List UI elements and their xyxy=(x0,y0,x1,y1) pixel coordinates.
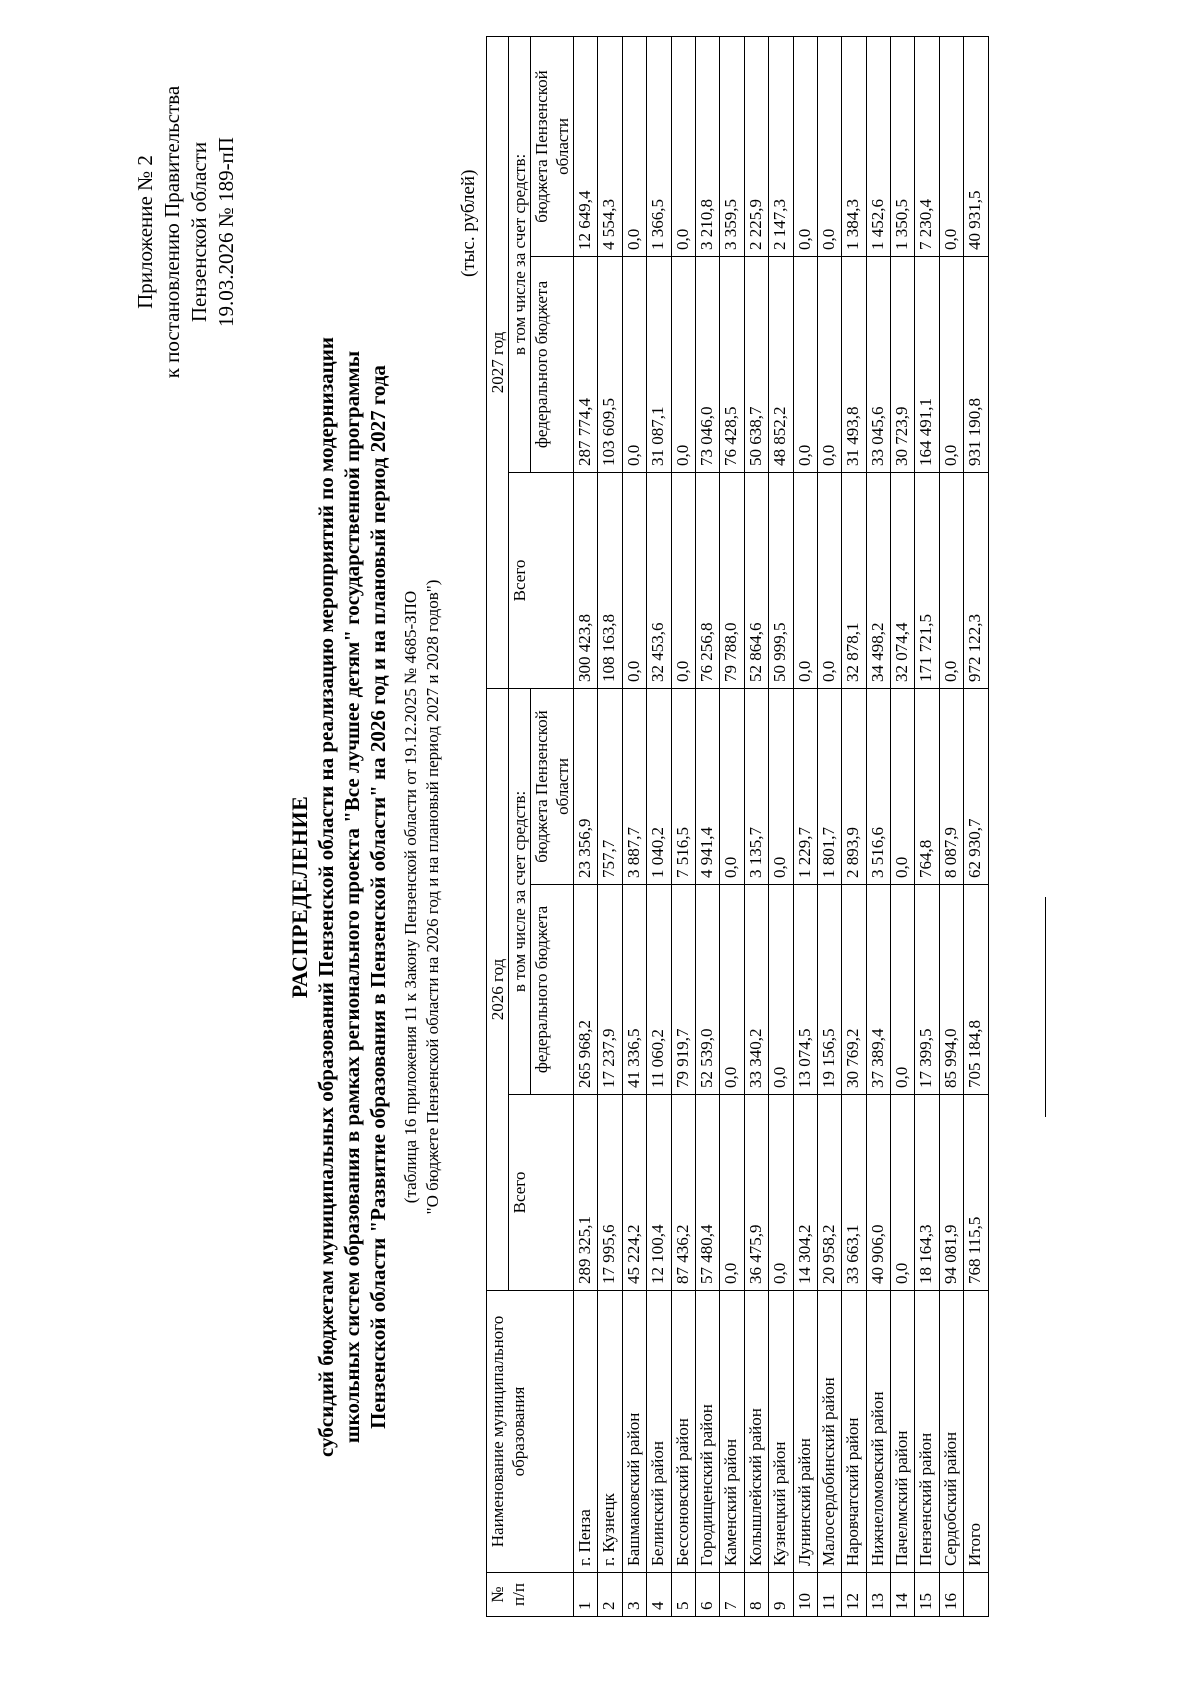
regional-2026: 3 887,7 xyxy=(622,688,646,884)
regional-2027: 1 366,5 xyxy=(647,36,671,256)
federal-2027: 0,0 xyxy=(622,256,646,472)
regional-2026: 62 930,7 xyxy=(964,688,988,884)
total-2026: 0,0 xyxy=(891,1095,915,1291)
row-number: 5 xyxy=(671,1573,695,1617)
total-2027: 108 163,8 xyxy=(598,472,622,688)
regional-2027: 2 225,9 xyxy=(744,36,768,256)
federal-2026: 0,0 xyxy=(720,885,744,1095)
total-2026: 87 436,2 xyxy=(671,1095,695,1291)
row-number: 4 xyxy=(647,1573,671,1617)
regional-2027: 40 931,5 xyxy=(964,36,988,256)
header-incl-2027: в том числе за счет средств: xyxy=(509,36,531,472)
header-year-2026: 2026 год xyxy=(487,688,509,1290)
units-label: (тыс. рублей) xyxy=(458,169,479,277)
total-2026: 768 115,5 xyxy=(964,1095,988,1291)
regional-2026: 0,0 xyxy=(720,688,744,884)
document-title xyxy=(286,247,391,1547)
federal-2026: 11 060,2 xyxy=(647,885,671,1095)
municipality-name: Кузнецкий район xyxy=(769,1291,793,1573)
row-number: 16 xyxy=(939,1573,963,1617)
table-row xyxy=(744,36,768,1616)
municipality-name: г. Кузнецк xyxy=(598,1291,622,1573)
regional-2026: 0,0 xyxy=(891,688,915,884)
federal-2027: 931 190,8 xyxy=(964,256,988,472)
header-incl-2026: в том числе за счет средств: xyxy=(509,688,531,1094)
row-number: 10 xyxy=(793,1573,817,1617)
source-note xyxy=(400,247,444,1547)
municipality-name: Пачелмский район xyxy=(891,1291,915,1573)
federal-2027: 31 493,8 xyxy=(842,256,866,472)
total-2027: 32 074,4 xyxy=(891,472,915,688)
table-body xyxy=(574,36,989,1616)
federal-2026: 37 389,4 xyxy=(866,885,890,1095)
municipality-name: Нижнеломовский район xyxy=(866,1291,890,1573)
regional-2027: 3 210,8 xyxy=(695,36,719,256)
header-year-2027: 2027 год xyxy=(487,36,509,688)
row-number: 11 xyxy=(817,1573,841,1617)
federal-2026: 79 919,7 xyxy=(671,885,695,1095)
federal-2027: 50 638,7 xyxy=(744,256,768,472)
regional-2026: 3 516,6 xyxy=(866,688,890,884)
federal-2027: 287 774,4 xyxy=(574,256,598,472)
header-federal-2026: федерального бюджета xyxy=(531,885,574,1095)
regional-2027: 0,0 xyxy=(671,36,695,256)
federal-2026: 0,0 xyxy=(891,885,915,1095)
total-2027: 972 122,3 xyxy=(964,472,988,688)
regional-2026: 1 040,2 xyxy=(647,688,671,884)
distribution-table xyxy=(486,36,989,1617)
municipality-name: Городищенский район xyxy=(695,1291,719,1573)
table-row xyxy=(866,36,890,1616)
regional-2026: 7 516,5 xyxy=(671,688,695,884)
total-2027: 52 864,6 xyxy=(744,472,768,688)
total-2026: 36 475,9 xyxy=(744,1095,768,1291)
row-number: 2 xyxy=(598,1573,622,1617)
regional-2026: 1 229,7 xyxy=(793,688,817,884)
appendix-date: 19.03.2026 № 189-пП xyxy=(214,137,238,327)
federal-2027: 33 045,6 xyxy=(866,256,890,472)
regional-2027: 4 554,3 xyxy=(598,36,622,256)
total-2026: 289 325,1 xyxy=(574,1095,598,1291)
table-row xyxy=(939,36,963,1616)
row-number: 15 xyxy=(915,1573,939,1617)
table-row xyxy=(622,36,646,1616)
table-row xyxy=(574,36,598,1616)
total-2026: 94 081,9 xyxy=(939,1095,963,1291)
header-regional-2026: бюджета Пензенской области xyxy=(531,688,574,884)
regional-2027: 0,0 xyxy=(622,36,646,256)
appendix-region: Пензенской области xyxy=(187,141,211,323)
federal-2026: 41 336,5 xyxy=(622,885,646,1095)
table-row xyxy=(598,36,622,1616)
header-num: № п/п xyxy=(487,1573,574,1617)
row-number: 7 xyxy=(720,1573,744,1617)
municipality-name: Сердобский район xyxy=(939,1291,963,1573)
municipality-name: Пензенский район xyxy=(915,1291,939,1573)
municipality-name: Лунинский район xyxy=(793,1291,817,1573)
header-total-2026: Всего xyxy=(509,1095,574,1291)
municipality-name: Колышлейский район xyxy=(744,1291,768,1573)
municipality-name: Каменский район xyxy=(720,1291,744,1573)
total-2026: 17 995,6 xyxy=(598,1095,622,1291)
header-federal-2027: федерального бюджета xyxy=(531,256,574,472)
federal-2026: 17 399,5 xyxy=(915,885,939,1095)
source-line-2: "О бюджете Пензенской области на 2026 год и на плановый период 2027 и 2028 годов") xyxy=(423,579,442,1215)
total-2026: 0,0 xyxy=(769,1095,793,1291)
municipality-name: Белинский район xyxy=(647,1291,671,1573)
regional-2026: 1 801,7 xyxy=(817,688,841,884)
municipality-name: Наровчатский район xyxy=(842,1291,866,1573)
federal-2026: 13 074,5 xyxy=(793,885,817,1095)
regional-2027: 7 230,4 xyxy=(915,36,939,256)
source-line-1: (таблица 16 приложения 11 к Закону Пензенской области от 19.12.2025 № 4685-ЗПО xyxy=(401,590,420,1204)
total-2027: 0,0 xyxy=(622,472,646,688)
federal-2027: 0,0 xyxy=(939,256,963,472)
total-2027: 300 423,8 xyxy=(574,472,598,688)
table-row xyxy=(671,36,695,1616)
total-2026: 45 224,2 xyxy=(622,1095,646,1291)
total-2026: 57 480,4 xyxy=(695,1095,719,1291)
federal-2027: 48 852,2 xyxy=(769,256,793,472)
table-row xyxy=(964,36,988,1616)
row-number: 8 xyxy=(744,1573,768,1617)
total-2026: 20 958,2 xyxy=(817,1095,841,1291)
total-2027: 32 878,1 xyxy=(842,472,866,688)
regional-2026: 764,8 xyxy=(915,688,939,884)
total-2026: 0,0 xyxy=(720,1095,744,1291)
municipality-name: Башмаковский район xyxy=(622,1291,646,1573)
regional-2027: 3 359,5 xyxy=(720,36,744,256)
federal-2026: 265 968,2 xyxy=(574,885,598,1095)
total-2026: 14 304,2 xyxy=(793,1095,817,1291)
row-number: 13 xyxy=(866,1573,890,1617)
appendix-ref: к постановлению Правительства xyxy=(160,85,184,379)
regional-2027: 1 350,5 xyxy=(891,36,915,256)
total-2026: 18 164,3 xyxy=(915,1095,939,1291)
row-number: 6 xyxy=(695,1573,719,1617)
end-rule xyxy=(1045,897,1046,1117)
federal-2026: 52 539,0 xyxy=(695,885,719,1095)
federal-2027: 0,0 xyxy=(817,256,841,472)
federal-2027: 73 046,0 xyxy=(695,256,719,472)
regional-2026: 8 087,9 xyxy=(939,688,963,884)
total-2026: 33 663,1 xyxy=(842,1095,866,1291)
federal-2026: 0,0 xyxy=(769,885,793,1095)
regional-2027: 0,0 xyxy=(939,36,963,256)
row-number: 3 xyxy=(622,1573,646,1617)
federal-2027: 164 491,1 xyxy=(915,256,939,472)
regional-2027: 1 452,6 xyxy=(866,36,890,256)
table-row xyxy=(793,36,817,1616)
federal-2026: 30 769,2 xyxy=(842,885,866,1095)
row-number: 9 xyxy=(769,1573,793,1617)
federal-2026: 85 994,0 xyxy=(939,885,963,1095)
federal-2027: 103 609,5 xyxy=(598,256,622,472)
total-2027: 34 498,2 xyxy=(866,472,890,688)
title-line-2: школьных систем образования в рамках регионального проекта "Все лучшее детям" государственной программы xyxy=(340,350,364,1444)
appendix-number: Приложение № 2 xyxy=(133,155,157,309)
table-row xyxy=(817,36,841,1616)
table-row xyxy=(842,36,866,1616)
federal-2026: 19 156,5 xyxy=(817,885,841,1095)
title-main: РАСПРЕДЕЛЕНИЕ xyxy=(287,795,312,999)
total-2027: 79 788,0 xyxy=(720,472,744,688)
municipality-name: г. Пенза xyxy=(574,1291,598,1573)
municipality-name: Бессоновский район xyxy=(671,1291,695,1573)
table-row xyxy=(695,36,719,1616)
total-2027: 50 999,5 xyxy=(769,472,793,688)
federal-2027: 30 723,9 xyxy=(891,256,915,472)
total-2026: 12 100,4 xyxy=(647,1095,671,1291)
table-row xyxy=(647,36,671,1616)
header-total-2027: Всего xyxy=(509,472,574,688)
table-row xyxy=(891,36,915,1616)
table-row xyxy=(769,36,793,1616)
total-2027: 0,0 xyxy=(671,472,695,688)
federal-2027: 31 087,1 xyxy=(647,256,671,472)
regional-2026: 4 941,4 xyxy=(695,688,719,884)
regional-2027: 1 384,3 xyxy=(842,36,866,256)
regional-2026: 0,0 xyxy=(769,688,793,884)
total-2027: 32 453,6 xyxy=(647,472,671,688)
total-2027: 171 721,5 xyxy=(915,472,939,688)
title-line-1: субсидий бюджетам муниципальных образований Пензенской области на реализацию мероприятий по модернизации xyxy=(314,337,338,1457)
regional-2027: 2 147,3 xyxy=(769,36,793,256)
municipality-name: Итого xyxy=(964,1291,988,1573)
total-2027: 0,0 xyxy=(939,472,963,688)
total-2027: 0,0 xyxy=(817,472,841,688)
table-row xyxy=(720,36,744,1616)
regional-2026: 757,7 xyxy=(598,688,622,884)
federal-2026: 33 340,2 xyxy=(744,885,768,1095)
total-2027: 0,0 xyxy=(793,472,817,688)
appendix-header xyxy=(132,67,240,397)
regional-2027: 12 649,4 xyxy=(574,36,598,256)
total-2026: 40 906,0 xyxy=(866,1095,890,1291)
row-number: 12 xyxy=(842,1573,866,1617)
total-2027: 76 256,8 xyxy=(695,472,719,688)
row-number xyxy=(964,1573,988,1617)
federal-2026: 705 184,8 xyxy=(964,885,988,1095)
federal-2027: 76 428,5 xyxy=(720,256,744,472)
regional-2027: 0,0 xyxy=(817,36,841,256)
municipality-name: Малосердобинский район xyxy=(817,1291,841,1573)
title-line-3: Пензенской области "Развитие образования в Пензенской области" на 2026 год и на плановый период 2027 года xyxy=(366,365,390,1429)
regional-2026: 2 893,9 xyxy=(842,688,866,884)
federal-2027: 0,0 xyxy=(671,256,695,472)
regional-2027: 0,0 xyxy=(793,36,817,256)
regional-2026: 23 356,9 xyxy=(574,688,598,884)
federal-2026: 17 237,9 xyxy=(598,885,622,1095)
table-row xyxy=(915,36,939,1616)
header-name: Наименование муниципального образования xyxy=(487,1291,574,1573)
federal-2027: 0,0 xyxy=(793,256,817,472)
row-number: 1 xyxy=(574,1573,598,1617)
regional-2026: 3 135,7 xyxy=(744,688,768,884)
header-regional-2027: бюджета Пензенской области xyxy=(531,36,574,256)
row-number: 14 xyxy=(891,1573,915,1617)
